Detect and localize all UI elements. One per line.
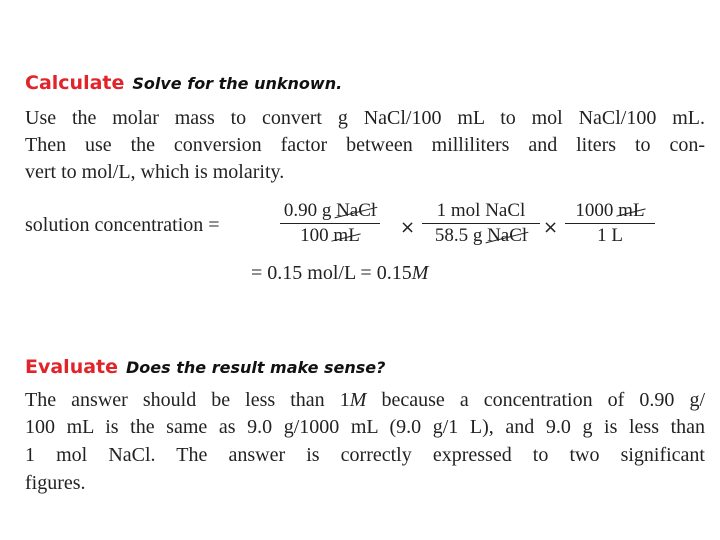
calculate-subheading: Solve for the unknown. xyxy=(132,74,343,93)
fraction-1-denominator: 100 mL xyxy=(300,225,360,246)
times-sign-1: × xyxy=(400,217,416,238)
evaluate-subheading: Does the result make sense? xyxy=(126,358,386,377)
calculate-line-1: Use the molar mass to convert g NaCl/100 mL to mol NaCl/100 mL. xyxy=(25,107,705,129)
calculate-line-2: Then use the conversion factor between milliliters and liters to con- xyxy=(25,134,705,156)
times-sign-2: × xyxy=(543,217,559,238)
fraction-ml-per-l xyxy=(565,200,655,247)
evaluate-line-3: 1 mol NaCl. The answer is correctly expressed to two significant xyxy=(25,444,705,466)
fraction-bar xyxy=(422,223,540,224)
fraction-grams-per-ml xyxy=(280,200,380,247)
cancelled-nacl: NaCl xyxy=(487,225,528,246)
calculate-heading-row xyxy=(25,72,705,94)
cancelled-ml: mL xyxy=(618,200,645,221)
equation-result: = 0.15 mol/L = 0.15M xyxy=(251,262,429,284)
cancelled-ml: mL xyxy=(333,225,360,246)
evaluate-line-1: The answer should be less than 1M because a concentration of 0.90 g/ xyxy=(25,389,705,411)
evaluate-line-4: figures. xyxy=(25,472,86,494)
fraction-bar xyxy=(565,223,655,224)
evaluate-heading: Evaluate xyxy=(25,356,119,378)
fraction-bar xyxy=(280,223,380,224)
fraction-3-numerator: 1000 mL xyxy=(575,200,645,221)
fraction-2-denominator: 58.5 g NaCl xyxy=(434,225,528,246)
evaluate-line-2: 100 mL is the same as 9.0 g/1000 mL (9.0 g/1 L), and 9.0 g is less than xyxy=(25,416,705,438)
calculate-line-3: vert to mol/L, which is molarity. xyxy=(25,161,285,183)
calculate-heading: Calculate xyxy=(25,72,125,94)
fraction-3-denominator: 1 L xyxy=(597,225,623,246)
fraction-molar-mass xyxy=(422,200,540,247)
cancelled-nacl: NaCl xyxy=(336,200,377,221)
fraction-2-numerator: 1 mol NaCl xyxy=(436,200,526,221)
equation-label: solution concentration = xyxy=(25,214,220,236)
evaluate-heading-row xyxy=(25,356,705,378)
fraction-1-numerator: 0.90 g NaCl xyxy=(283,200,377,221)
